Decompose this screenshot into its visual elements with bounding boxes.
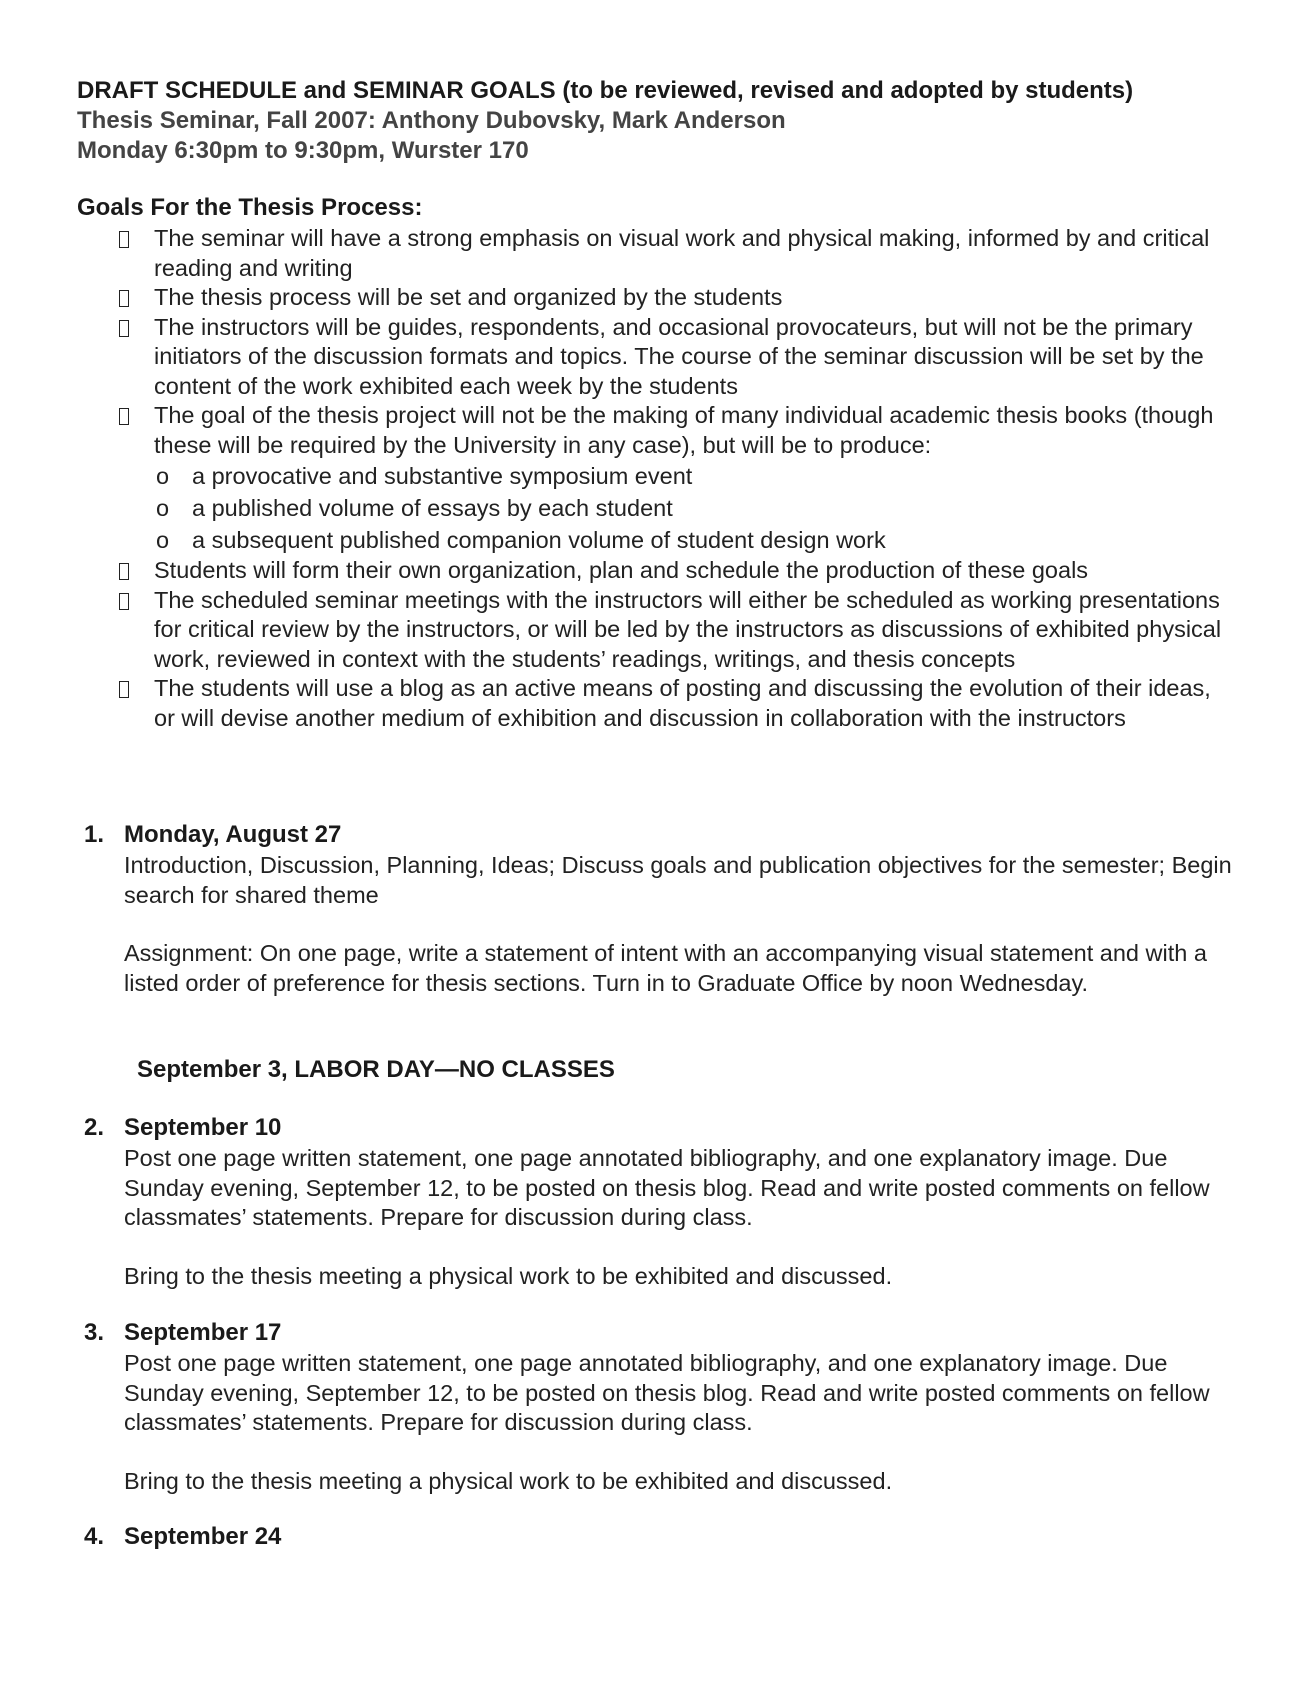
meeting-time: Monday 6:30pm to 9:30pm, Wurster 170 bbox=[77, 137, 529, 164]
item-date: Monday, August 27 bbox=[124, 821, 342, 848]
checkbox-bullet-icon bbox=[119, 681, 129, 698]
goal-item: The goal of the thesis project will not be the making of many individual academic thesis books (though these will be required by the University in any case), but will be to produce: bbox=[116, 401, 1236, 460]
circle-bullet: o bbox=[156, 527, 170, 553]
labor-day-notice: September 3, LABOR DAY—NO CLASSES bbox=[137, 1056, 615, 1083]
item-assignment: Assignment: On one page, write a statement of intent with an accompanying visual statement and with a listed order of preference for thesis sections. Turn in to Graduate Office by noon Wednesday. bbox=[124, 940, 1207, 996]
item-date: September 17 bbox=[124, 1319, 282, 1346]
course-instructors: Thesis Seminar, Fall 2007: Anthony Dubovsky, Mark Anderson bbox=[77, 107, 786, 134]
sub-list-item: o a provocative and substantive symposium event bbox=[116, 460, 1236, 492]
goal-item: Students will form their own organization, plan and schedule the production of these goals bbox=[116, 556, 1236, 586]
item-number: 3. bbox=[84, 1319, 105, 1346]
goal-item: The seminar will have a strong emphasis on visual work and physical making, informed by and critical reading and writing bbox=[116, 224, 1236, 283]
item-date: September 24 bbox=[124, 1523, 282, 1550]
circle-bullet: o bbox=[156, 495, 170, 521]
goal-item: The thesis process will be set and organized by the students bbox=[116, 283, 1236, 313]
document-title: DRAFT SCHEDULE and SEMINAR GOALS (to be reviewed, revised and adopted by students) bbox=[77, 77, 1134, 104]
checkbox-bullet-icon bbox=[119, 563, 129, 580]
circle-bullet: o bbox=[156, 463, 170, 489]
goals-list bbox=[116, 224, 1236, 733]
goal-item: The instructors will be guides, respondents, and occasional provocateurs, but will not be the primary initiators of the discussion formats and topics. The course of the seminar discussion will be set by the content of the work exhibited each week by the students bbox=[116, 313, 1236, 402]
checkbox-bullet-icon bbox=[119, 320, 129, 337]
goal-sub-list bbox=[116, 460, 1236, 556]
item-description: Introduction, Discussion, Planning, Ideas; Discuss goals and publication objectives for the semester; Begin search for shared theme bbox=[124, 852, 1232, 908]
item-description: Post one page written statement, one page annotated bibliography, and one explanatory image. Due Sunday evening, September 12, to be posted on thesis blog. Read and write posted comments on fellow classmates’ statements. Prepare for discussion during class. bbox=[124, 1350, 1210, 1435]
item-body bbox=[124, 851, 1234, 998]
item-date: September 10 bbox=[124, 1114, 282, 1141]
checkbox-bullet-icon bbox=[119, 290, 129, 307]
item-body bbox=[124, 1349, 1234, 1496]
item-assignment: Bring to the thesis meeting a physical work to be exhibited and discussed. bbox=[124, 1262, 893, 1289]
item-number: 1. bbox=[84, 821, 105, 848]
goal-item: The scheduled seminar meetings with the instructors will either be scheduled as working presentations for critical review by the instructors, or will be led by the instructors as discussions of exhibited physical work, reviewed in context with the students’ readings, writings, and thesis concepts bbox=[116, 586, 1236, 675]
checkbox-bullet-icon bbox=[119, 408, 129, 425]
item-assignment: Bring to the thesis meeting a physical work to be exhibited and discussed. bbox=[124, 1467, 893, 1494]
item-description: Post one page written statement, one page annotated bibliography, and one explanatory image. Due Sunday evening, September 12, to be posted on thesis blog. Read and write posted comments on fellow classmates’ statements. Prepare for discussion during class. bbox=[124, 1145, 1210, 1230]
goal-item: The students will use a blog as an active means of posting and discussing the evolution of their ideas, or will devise another medium of exhibition and discussion in collaboration with the instructors bbox=[116, 674, 1236, 733]
item-number: 2. bbox=[84, 1114, 105, 1141]
item-body bbox=[124, 1144, 1234, 1291]
goals-heading: Goals For the Thesis Process: bbox=[77, 194, 423, 221]
checkbox-bullet-icon bbox=[119, 231, 129, 248]
checkbox-bullet-icon bbox=[119, 593, 129, 610]
item-number: 4. bbox=[84, 1523, 105, 1550]
document-header bbox=[77, 76, 1133, 166]
sub-list-item: o a published volume of essays by each student bbox=[116, 492, 1236, 524]
sub-list-item: o a subsequent published companion volume of student design work bbox=[116, 524, 1236, 556]
